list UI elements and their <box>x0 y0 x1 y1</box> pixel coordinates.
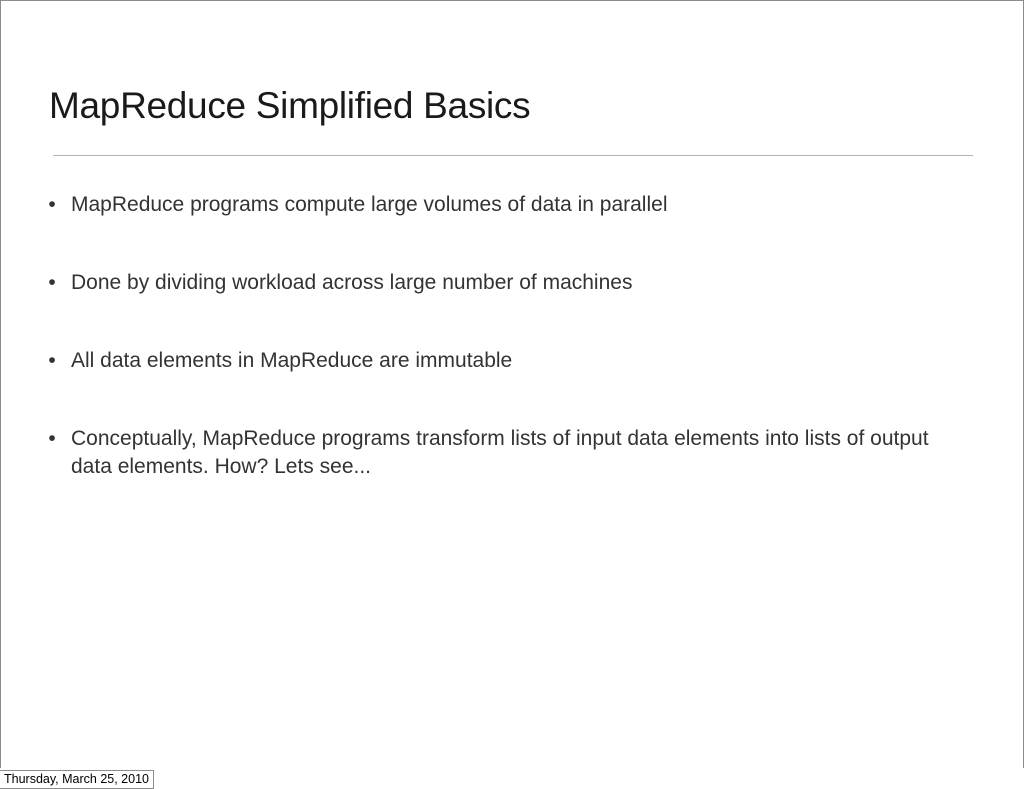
bullet-item <box>41 425 961 481</box>
footer-date: Thursday, March 25, 2010 <box>0 770 154 789</box>
bullet-list <box>41 191 961 531</box>
bullet-text: All data elements in MapReduce are immutable <box>71 349 513 372</box>
bullet-dot-icon: • <box>48 427 56 450</box>
bullet-item <box>41 347 961 375</box>
title-divider <box>53 155 973 156</box>
bullet-item <box>41 191 961 219</box>
slide-title: MapReduce Simplified Basics <box>49 85 531 126</box>
bullet-text: Conceptually, MapReduce programs transform lists of input data elements into lists of output data elements. How? Lets see... <box>71 427 929 478</box>
footer-bar <box>0 768 1024 788</box>
bullet-text: MapReduce programs compute large volumes of data in parallel <box>71 193 668 216</box>
bullet-text: Done by dividing workload across large number of machines <box>71 271 633 294</box>
bullet-dot-icon: • <box>48 349 56 372</box>
bullet-dot-icon: • <box>48 193 56 216</box>
bullet-item <box>41 269 961 297</box>
bullet-dot-icon: • <box>48 271 56 294</box>
